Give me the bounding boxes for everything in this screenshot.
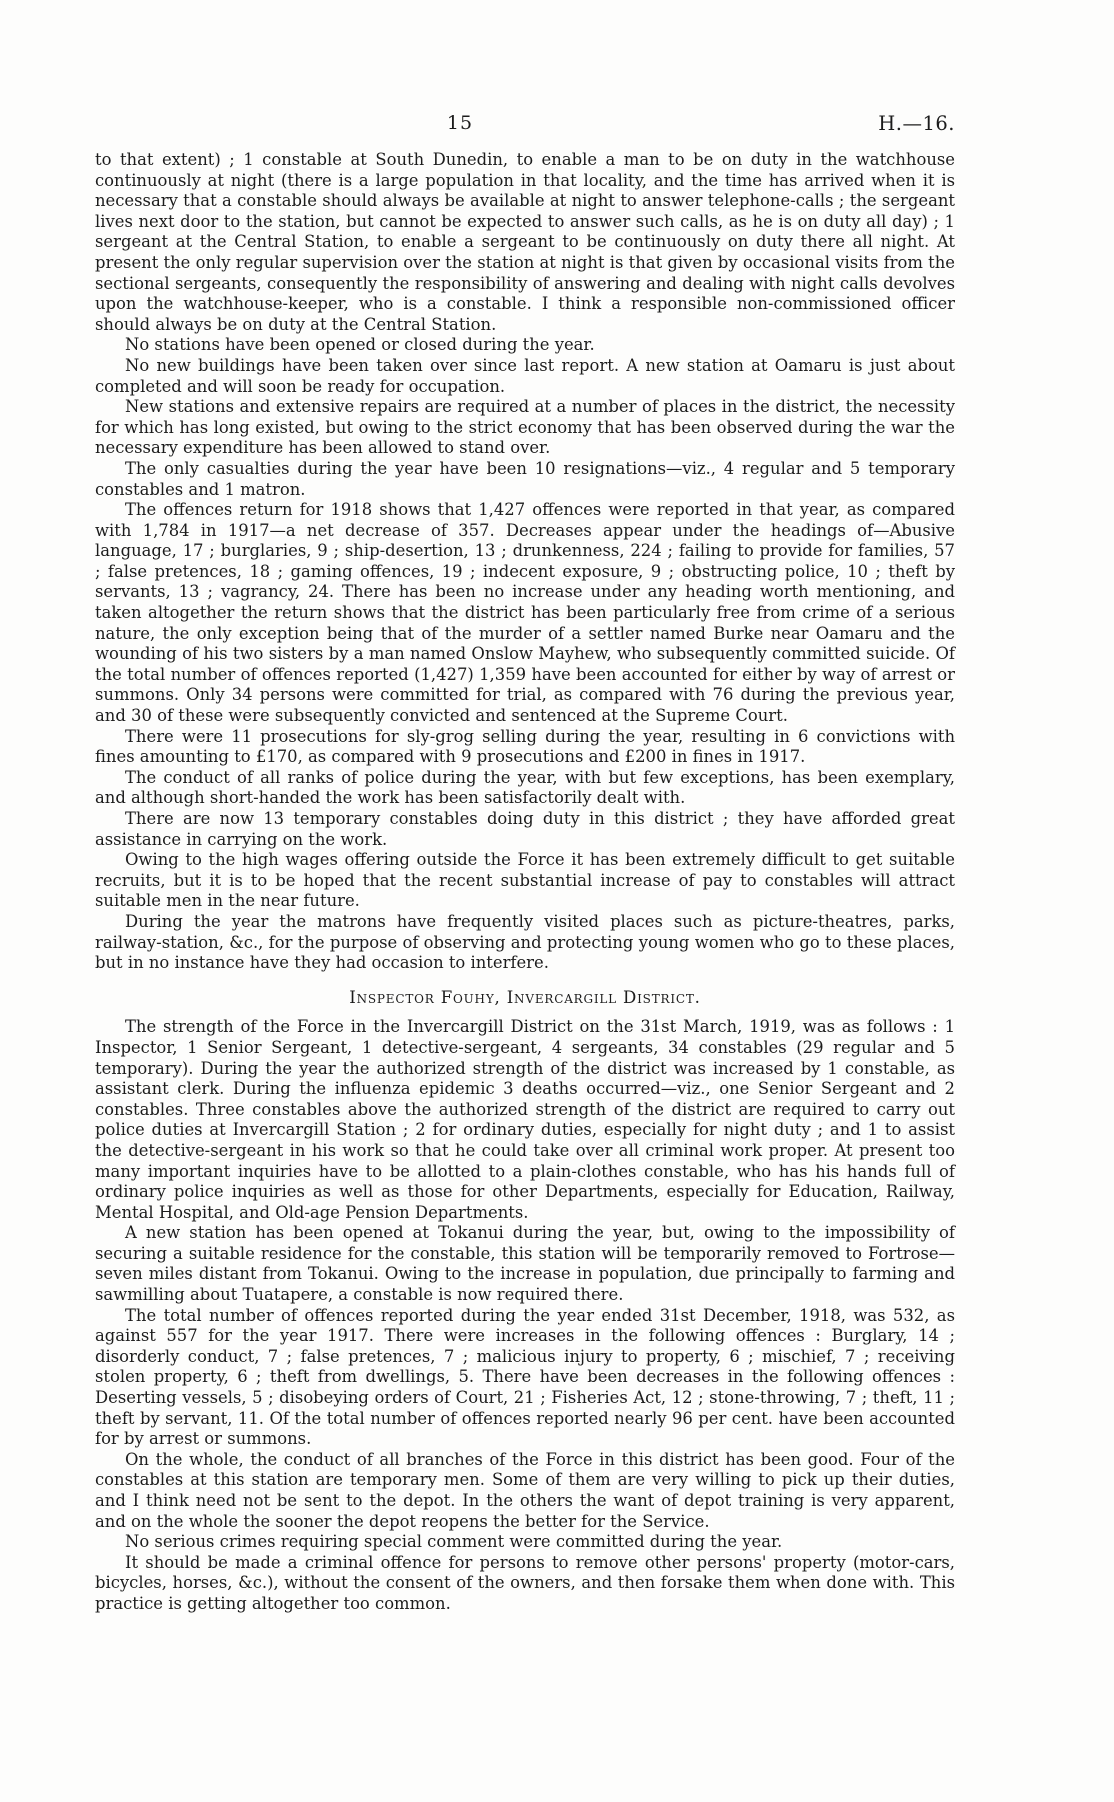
page-header (95, 112, 955, 142)
paragraph: The total number of offences reported during the year ended 31st December, 1918, was 532, as against 557 for the year 1917. There were increases in the following offences : Burglary, 14 ; disorderly conduct, 7 ; false pretences, 7 ; malicious injury to property, 6 ; mischief, 7 ; receiving stolen property, 6 ; theft from dwellings, 5. There have been decreases in the following offences : Deserting vessels, 5 ; disobeying orders of Court, 21 ; Fisheries Act, 12 ; stone-throwing, 7 ; theft, 11 ; theft by servant, 11. Of the total number of offences reported nearly 96 per cent. have been accounted for by arrest or summons. (95, 1305, 955, 1449)
paragraph: There were 11 prosecutions for sly-grog selling during the year, resulting in 6 convictions with fines amounting to £170, as compared with 9 prosecutions and £200 in fines in 1917. (95, 726, 955, 767)
paragraph: No stations have been opened or closed during the year. (125, 335, 595, 355)
paragraph: New stations and extensive repairs are required at a number of places in the district, the necessity for which has long existed, but owing to the strict economy that has been observed during the war the necessary expenditure has been allowed to stand over. (95, 397, 955, 458)
paragraph: It should be made a criminal offence for persons to remove other persons' property (motor-cars, bicycles, horses, &c.), without the consent of the owners, and then forsake them when done with. This practice is getting altogether too common. (95, 1552, 955, 1613)
page-number: 15 (446, 112, 474, 134)
section-heading: Inspector Fouhy, Invercargill District. (349, 987, 701, 1007)
paragraph: The conduct of all ranks of police during the year, with but few exceptions, has been exemplary, and although short-handed the work has been satisfactorily dealt with. (95, 767, 955, 808)
paragraph: The offences return for 1918 shows that 1,427 offences were reported in that year, as compared with 1,784 in 1917—a net decrease of 357. Decreases appear under the headings of—Abusive language, 17 ; burglaries, 9 ; ship-desertion, 13 ; drunkenness, 224 ; failing to provide for families, 57 ; false pretences, 18 ; gaming offences, 19 ; indecent exposure, 9 ; obstructing police, 10 ; theft by servants, 13 ; vagrancy, 24. There has been no increase under any heading worth mentioning, and taken altogether the return shows that the district has been particularly free from crime of a serious nature, the only exception being that of the murder of a settler named Burke near Oamaru and the wounding of his two sisters by a man named Onslow Mayhew, who subsequently committed suicide. Of the total number of offences reported (1,427) 1,359 have been accounted for either by way of arrest or summons. Only 34 persons were committed for trial, as compared with 76 during the previous year, and 30 of these were subsequently convicted and sentenced at the Supreme Court. (95, 500, 955, 726)
paragraph: During the year the matrons have frequently visited places such as picture-theatres, parks, railway-station, &c., for the purpose of observing and protecting young women who go to these places, but in no instance have they had occasion to interfere. (95, 911, 955, 973)
document-reference: H.—16. (878, 112, 955, 135)
paragraph: A new station has been opened at Tokanui during the year, but, owing to the impossibility of securing a suitable residence for the constable, this station will be temporarily removed to Fortrose—seven miles distant from Tokanui. Owing to the increase in population, due principally to farming and sawmilling about Tuatapere, a constable is now required there. (95, 1223, 955, 1305)
paragraph: to that extent) ; 1 constable at South Dunedin, to enable a man to be on duty in the watchhouse continuously at night (there is a large population in that locality, and the time has arrived when it is necessary that a constable should always be available at night to answer telephone-calls ; the sergeant lives next door to the station, but cannot be expected to answer such calls, as he is on duty all day) ; 1 sergeant at the Central Station, to enable a sergeant to be continuously on duty there all night. At present the only regular supervision over the station at night is that given by occasional visits from the sectional sergeants, consequently the responsibility of answering and dealing with night calls devolves upon the watchhouse-keeper, who is a constable. I think a responsible non-commissioned officer should always be on duty at the Central Station. (95, 150, 955, 334)
paragraph: There are now 13 temporary constables doing duty in this district ; they have afforded great assistance in carrying on the work. (95, 809, 955, 849)
paragraph: No new buildings have been taken over since last report. A new station at Oamaru is just about completed and will soon be ready for occupation. (95, 355, 955, 396)
paragraph: No serious crimes requiring special comment were committed during the year. (125, 1532, 783, 1552)
paragraph: On the whole, the conduct of all branches of the Force in this district has been good. Four of the constables at this station are temporary men. Some of them are very willing to pick up their duties, and I think need not be sent to the depot. In the others the want of depot training is very apparent, and on the whole the sooner the depot reopens the better for the Service. (95, 1449, 955, 1531)
paragraph: The only casualties during the year have been 10 resignations—viz., 4 regular and 5 temporary constables and 1 matron. (95, 458, 955, 499)
paragraph: The strength of the Force in the Invercargill District on the 31st March, 1919, was as follows : 1 Inspector, 1 Senior Sergeant, 1 detective-sergeant, 4 sergeants, 34 constables (29 regular and 5 temporary). During the year the authorized strength of the district was increased by 1 constable, as assistant clerk. During the influenza epidemic 3 deaths occurred—viz., one Senior Sergeant and 2 constables. Three constables above the authorized strength of the district are required to carry out police duties at Invercargill Station ; 2 for ordinary duties, especially for night duty ; and 1 to assist the detective-sergeant in his work so that he could take over all criminal work proper. At present too many important inquiries have to be allotted to a plain-clothes constable, who has his hands full of ordinary police inquiries as well as those for other Departments, especially for Education, Railway, Mental Hospital, and Old-age Pension Departments. (95, 1017, 955, 1222)
paragraph: Owing to the high wages offering outside the Force it has been extremely difficult to get suitable recruits, but it is to be hoped that the recent substantial increase of pay to constables will attract suitable men in the near future. (95, 850, 955, 911)
page-content (95, 150, 955, 1615)
